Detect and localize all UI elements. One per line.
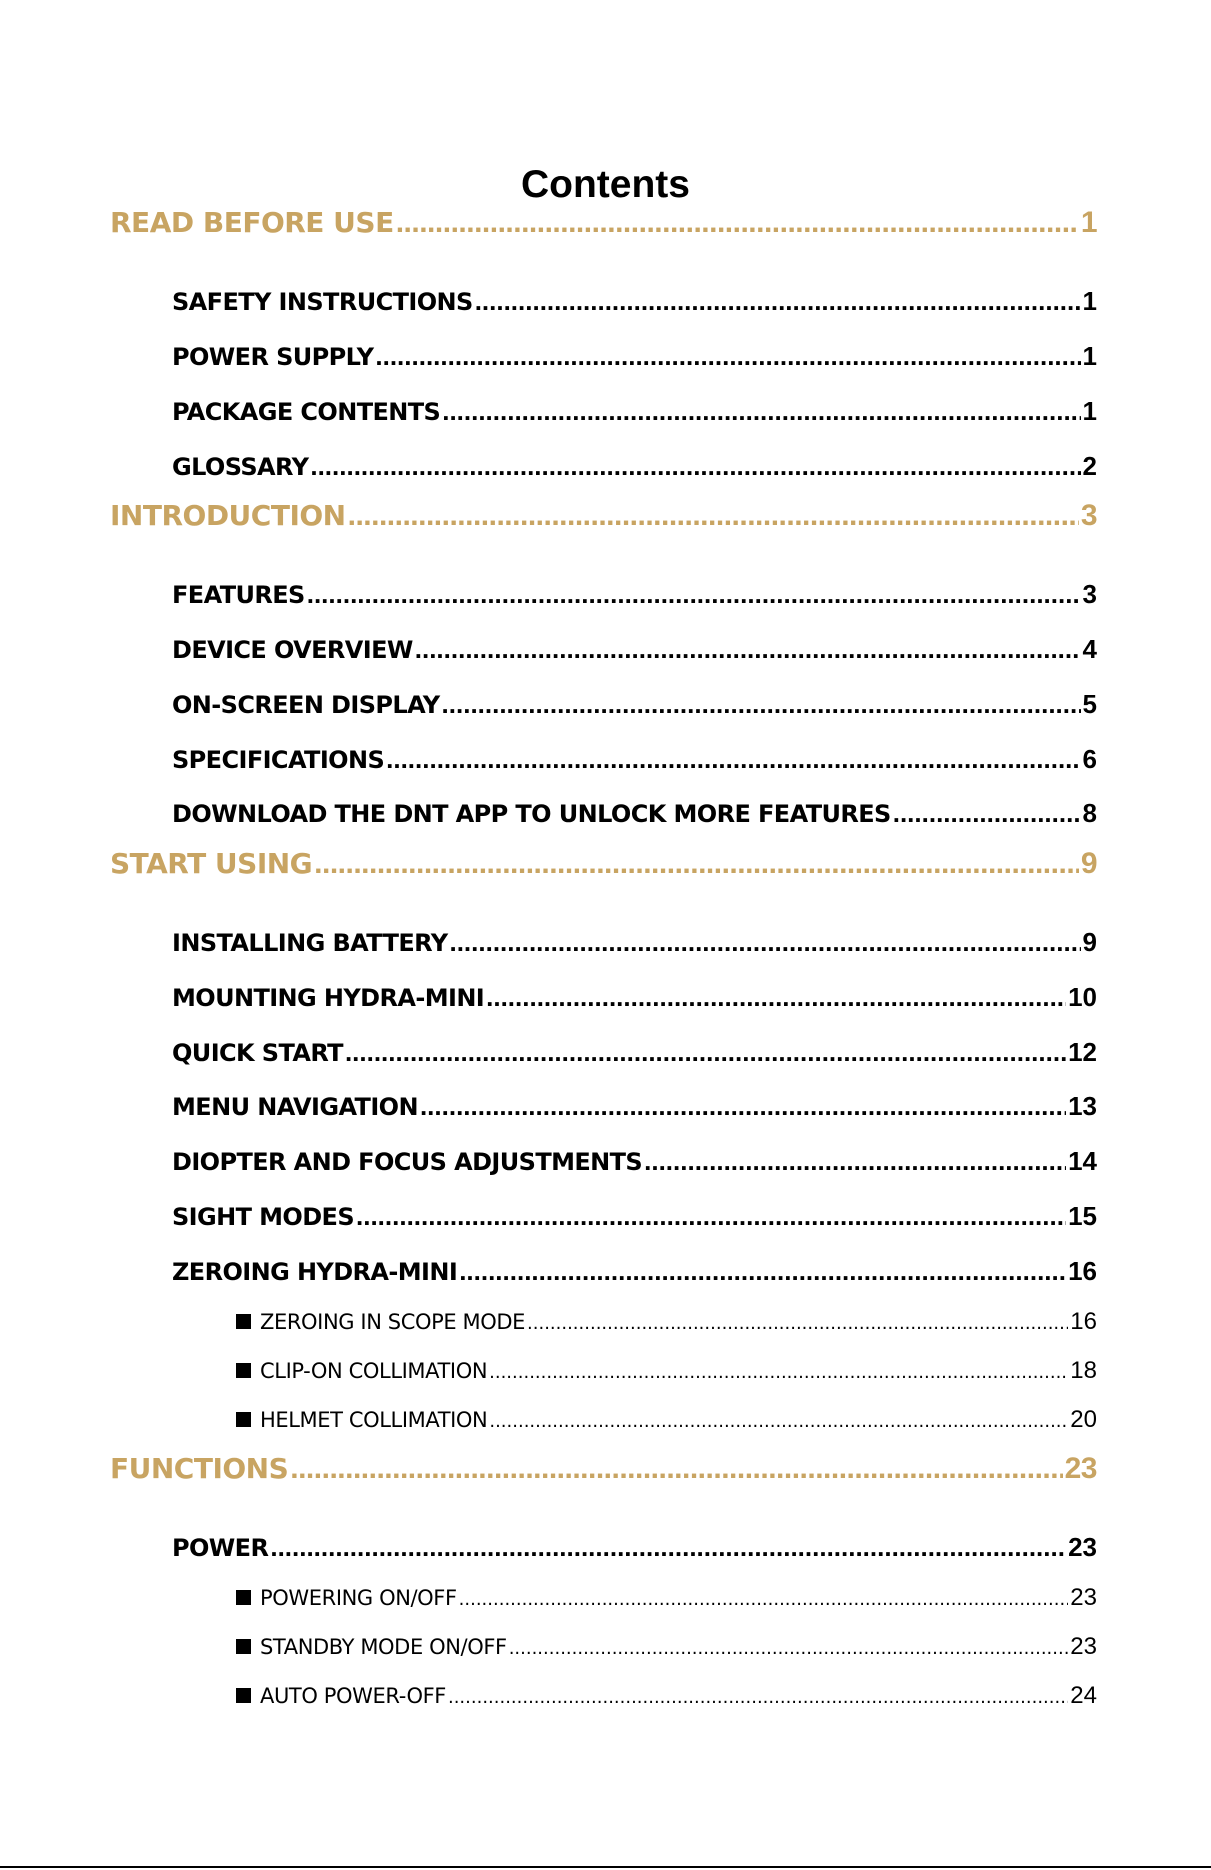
toc-entry-zeroing-hydra-mini[interactable] [172,1256,1097,1292]
toc-page-number: 5 [1082,689,1097,719]
toc-page-number: 1 [1080,206,1097,239]
toc-entry-specifications[interactable] [172,744,1097,780]
dot-leader [310,451,1080,482]
toc-entry-label: ZEROING IN SCOPE MODE [260,1310,526,1334]
dot-leader [415,634,1081,665]
square-bullet-icon [236,1688,251,1703]
toc-page-number: 1 [1082,396,1097,426]
toc-subentry-zeroing-in-scope-mode[interactable] [236,1308,1097,1340]
toc-page-number: 1 [1082,286,1097,316]
dot-leader [386,744,1080,775]
toc-entry-label: DIOPTER AND FOCUS ADJUSTMENTS [172,1148,643,1176]
dot-leader [270,1532,1066,1563]
toc-page-number: 10 [1068,982,1097,1012]
toc-page-number: 15 [1068,1201,1097,1231]
toc-entry-label: READ BEFORE USE [110,206,394,239]
toc-entry-label: ZEROING HYDRA-MINI [172,1258,458,1286]
toc-entry-quick-start[interactable] [172,1037,1097,1073]
dot-leader [348,499,1079,533]
dot-leader [307,579,1081,610]
toc-page-number: 4 [1082,634,1097,664]
dot-leader [449,927,1080,958]
toc-entry-label: HELMET COLLIMATION [260,1408,488,1432]
toc-entry-label: FUNCTIONS [110,1452,289,1485]
toc-entry-label: SPECIFICATIONS [172,746,385,774]
toc-section-introduction[interactable] [110,499,1097,543]
toc-page-number: 18 [1070,1357,1097,1384]
toc-page-number: 23 [1068,1532,1097,1562]
toc-entry-label: INSTALLING BATTERY [172,929,448,957]
toc-entry-safety-instructions[interactable] [172,286,1097,322]
dot-leader [290,1452,1062,1486]
toc-entry-label: GLOSSARY [172,453,309,481]
dot-leader [459,1256,1066,1287]
page-bottom-rule [0,1866,1211,1868]
toc-entry-label: POWER [172,1534,269,1562]
dot-leader [375,341,1080,372]
square-bullet-icon [236,1590,251,1605]
dot-leader [442,396,1080,427]
toc-entry-features[interactable] [172,579,1097,615]
toc-page-number: 24 [1070,1682,1097,1709]
toc-entry-on-screen-display[interactable] [172,689,1097,725]
toc-entry-label: QUICK START [172,1039,343,1067]
dot-leader [420,1091,1066,1122]
toc-page-number: 9 [1082,927,1097,957]
toc-page-number: 16 [1068,1256,1097,1286]
toc-subentry-helmet-collimation[interactable] [236,1406,1097,1438]
toc-subentry-auto-power-off[interactable] [236,1682,1097,1714]
toc-page-number: 1 [1082,341,1097,371]
toc-entry-label: FEATURES [172,581,305,609]
square-bullet-icon [236,1639,251,1654]
dot-leader [509,1638,1069,1659]
toc-entry-label: START USING [110,847,313,880]
toc-entry-label: MENU NAVIGATION [172,1093,418,1121]
toc-entry-power-supply[interactable] [172,341,1097,377]
toc-page-number: 9 [1080,847,1097,880]
toc-page-number: 23 [1070,1584,1097,1611]
dot-leader [486,982,1066,1013]
toc-entry-device-overview[interactable] [172,634,1097,670]
toc-entry-package-contents[interactable] [172,396,1097,432]
toc-entry-label: STANDBY MODE ON/OFF [260,1635,507,1659]
dot-leader [489,1411,1068,1432]
dot-leader [475,286,1081,317]
toc-page-number: 13 [1068,1091,1097,1121]
toc-entry-label: POWERING ON/OFF [260,1586,457,1610]
toc-page-number: 3 [1082,579,1097,609]
toc-entry-menu-navigation[interactable] [172,1091,1097,1127]
page-title: Contents [521,163,690,206]
toc-entry-label: SAFETY INSTRUCTIONS [172,288,473,316]
toc-entry-mounting-hydra-mini[interactable] [172,982,1097,1018]
square-bullet-icon [236,1314,251,1329]
dot-leader [448,1687,1068,1708]
toc-section-start-using[interactable] [110,847,1097,891]
dot-leader [644,1146,1066,1177]
toc-entry-label: INTRODUCTION [110,499,346,532]
toc-entry-label: PACKAGE CONTENTS [172,398,441,426]
toc-entry-label: MOUNTING HYDRA-MINI [172,984,485,1012]
toc-entry-label: ON-SCREEN DISPLAY [172,691,440,719]
toc-entry-label: CLIP-ON COLLIMATION [260,1359,488,1383]
dot-leader [314,847,1079,881]
toc-page-number: 23 [1064,1452,1097,1485]
dot-leader [527,1313,1068,1334]
square-bullet-icon [236,1412,251,1427]
toc-subentry-clip-on-collimation[interactable] [236,1357,1097,1389]
toc-entry-sight-modes[interactable] [172,1201,1097,1237]
dot-leader [442,689,1081,720]
toc-entry-label: POWER SUPPLY [172,343,374,371]
toc-page-number: 14 [1068,1146,1097,1176]
dot-leader [459,1589,1069,1610]
toc-entry-label: DOWNLOAD THE DNT APP TO UNLOCK MORE FEATURES [172,800,891,828]
toc-page-number: 6 [1082,744,1097,774]
toc-page-number: 12 [1068,1037,1097,1067]
square-bullet-icon [236,1363,251,1378]
dot-leader [489,1362,1068,1383]
toc-entry-diopter-focus[interactable] [172,1146,1097,1182]
toc-entry-label: SIGHT MODES [172,1203,355,1231]
toc-entry-label: DEVICE OVERVIEW [172,636,413,664]
toc-section-read-before-use[interactable] [110,206,1097,250]
dot-leader [396,206,1079,240]
dot-leader [893,798,1081,829]
toc-entry-label: AUTO POWER-OFF [260,1684,446,1708]
toc-page-number: 20 [1070,1406,1097,1433]
toc-subentry-powering-on-off[interactable] [236,1584,1097,1616]
toc-section-functions[interactable] [110,1452,1097,1496]
toc-page-number: 16 [1070,1308,1097,1335]
toc-entry-power[interactable] [172,1532,1097,1568]
toc-entry-download-dnt-app[interactable] [172,798,1097,834]
dot-leader [345,1037,1066,1068]
toc-entry-installing-battery[interactable] [172,927,1097,963]
dot-leader [356,1201,1066,1232]
toc-page-number: 8 [1082,798,1097,828]
toc-page-number: 2 [1082,451,1097,481]
toc-entry-glossary[interactable] [172,451,1097,487]
toc-page-number: 3 [1080,499,1097,532]
toc-page-number: 23 [1070,1633,1097,1660]
toc-subentry-standby-mode-on-off[interactable] [236,1633,1097,1665]
